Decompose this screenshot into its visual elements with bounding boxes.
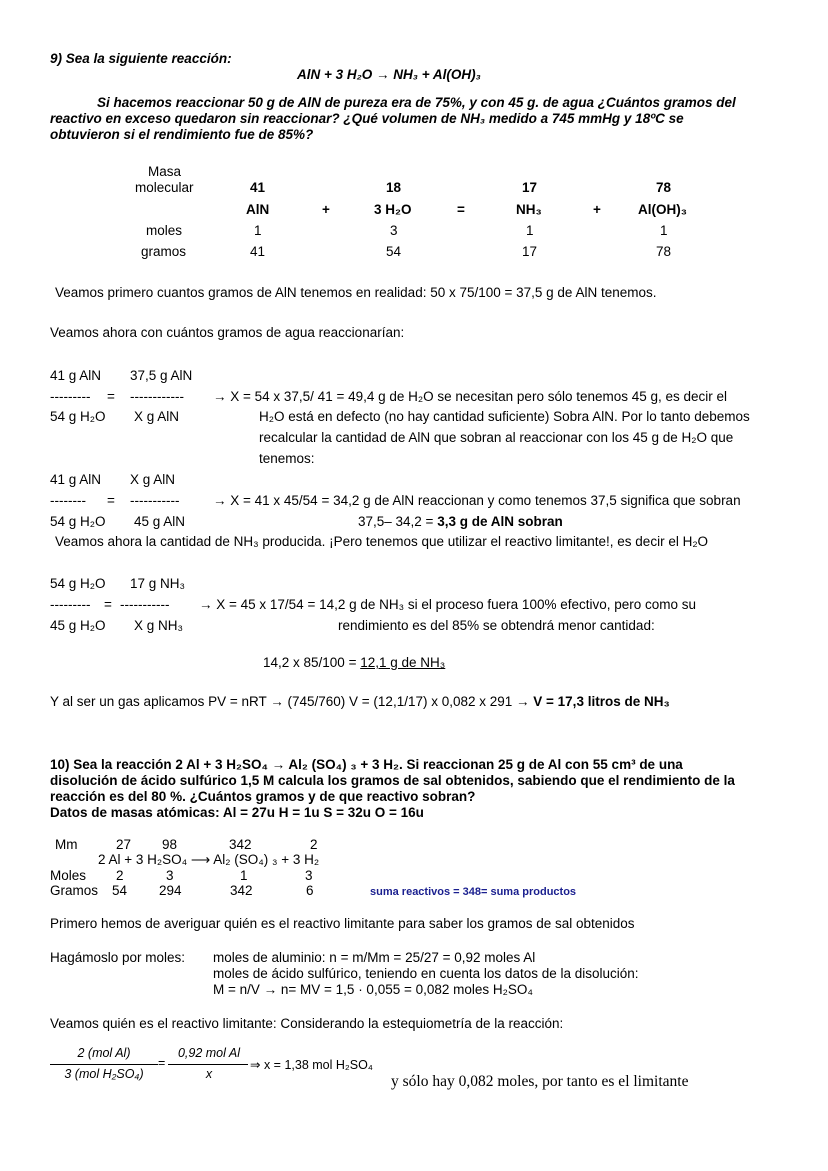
prop3-top-right: 17 g NH₃ [130,576,186,591]
table-label-gramos: gramos [141,244,187,259]
prop2-dash-right: ----------- [130,493,180,508]
op-plus-1: + [322,202,330,217]
problem-9-heading: 9) Sea la siguiente reacción: [50,51,232,66]
problem-10-line-2: disolución de ácido sulfúrico 1,5 M calcula los gramos de sal obtenidos, sabiendo que el rendimiento de la [50,773,735,788]
limit-check-text: Veamos quién es el reactivo limitante: Considerando la estequiometría de la reacción: [50,1016,564,1031]
gas-law-expression: Y al ser un gas aplicamos PV = nRT → (745/760) V = (12,1/17) x 0,082 x 291 → [50,694,534,709]
species-h2o: 3 H₂O [374,202,412,217]
moles-aloh3: 1 [660,223,668,238]
mass-aln: 41 [250,180,266,195]
species-aloh3: Al(OH)₃ [638,202,687,217]
table10-equation: 2 Al + 3 H₂SO₄ ⟶ Al₂ (SO₄) ₃ + 3 H₂ [98,852,320,867]
op-plus-2: + [593,202,601,217]
yield-calc-expression: 14,2 x 85/100 = [263,655,361,670]
moles-aln: 1 [254,223,262,238]
prop3-dash-right: ----------- [120,597,170,612]
moles-method-label: Hagámoslo por moles: [50,950,186,965]
gramos-aloh3: 78 [656,244,672,259]
problem-9-reaction: AlN + 3 H₂O → NH₃ + Al(OH)₃ [297,67,481,82]
gramos-aln: 41 [250,244,266,259]
prop2-result-1: → X = 41 x 45/54 = 34,2 g de AlN reaccionan y como tenemos 37,5 significa que sobran [213,493,741,508]
table10-gramos-salt: 342 [230,883,253,898]
prop1-top-left: 41 g AlN [50,368,102,383]
gramos-nh3: 17 [522,244,538,259]
table10-gramos-h2: 6 [306,883,314,898]
prop2-bottom-right: 45 g AlN [134,514,186,529]
prop3-top-left: 54 g H₂O [50,576,106,591]
yield-calc-result: 12,1 g de NH₃ [360,655,446,670]
table10-moles-h2so4: 3 [166,868,174,883]
table10-moles-salt: 1 [240,868,248,883]
table-label-masa: Masa [148,164,182,179]
prop2-top-right: X g AlN [130,472,176,487]
formula-fraction-bar-1 [50,1064,158,1065]
prop1-top-right: 37,5 g AlN [130,368,193,383]
prop1-bottom-right: X g AlN [134,409,180,424]
prop1-bottom-left: 54 g H₂O [50,409,106,424]
problem-9-statement-1: Si hacemos reaccionar 50 g de AlN de pureza era de 75%, y con 45 g. de agua ¿Cuántos gramos del [97,95,736,110]
prop3-result-2: rendimiento es del 85% se obtendrá menor cantidad: [338,618,655,633]
prop2-dash-left: -------- [50,493,86,508]
formula-conclusion: y sólo hay 0,082 moles, por tanto es el limitante [391,1073,689,1090]
prop1-equals: = [107,389,115,404]
species-aln: AlN [246,202,270,217]
step-3-text: Veamos ahora la cantidad de NH₃ producida. ¡Pero tenemos que utilizar el reactivo limitante!, es decir el H₂O [55,534,709,549]
problem-9-statement-3: obtuvieron si el rendimiento fue de 85%? [50,127,314,142]
table10-mm-label: Mm [55,837,78,852]
mass-h2o: 18 [386,180,402,195]
formula-denominator-1: 3 (mol H₂SO₄) [64,1067,144,1081]
moles-line-1: moles de aluminio: n = m/Mm = 25/27 = 0,92 moles Al [213,950,536,965]
prop1-result-2: H₂O está en defecto (no hay cantidad suficiente) Sobra AlN. Por lo tanto debemos [259,409,750,424]
prop2-result-2-calc: 37,5– 34,2 = [358,514,438,529]
prop3-equals: = [104,597,112,612]
prop3-dash-left: --------- [50,597,91,612]
formula-fraction-bar-2 [168,1064,248,1065]
prop1-dash-right: ------------ [130,389,184,404]
formula-numerator-1: 2 (mol Al) [77,1046,131,1060]
moles-line-2: moles de ácido sulfúrico, teniendo en cuenta los datos de la disolución: [213,966,639,981]
formula-denominator-2: x [205,1067,213,1081]
problem-9-statement-2: reactivo en exceso quedaron sin reaccionar? ¿Qué volumen de NH₃ medido a 745 mmHg y 18ºC se [50,111,684,126]
step-1-text: Veamos primero cuantos gramos de AlN tenemos en realidad: 50 x 75/100 = 37,5 g de AlN tenemos. [55,285,657,300]
table10-moles-h2: 3 [305,868,313,883]
gas-law-line [50,694,670,709]
prop2-bottom-left: 54 g H₂O [50,514,106,529]
formula-result: ⇒ x = 1,38 mol H₂SO₄ [250,1058,373,1072]
yield-calculation [263,655,445,670]
step-2-text: Veamos ahora con cuántos gramos de agua reaccionarían: [50,325,405,340]
prop1-dash-left: --------- [50,389,91,404]
prop1-result-3: recalcular la cantidad de AlN que sobran al reaccionar con los 45 g de H₂O que [259,430,734,445]
table10-mm-h2: 2 [310,837,318,852]
prop1-result-4: tenemos: [259,451,315,466]
moles-line-3: M = n/V → n= MV = 1,5 · 0,055 = 0,082 moles H₂SO₄ [213,982,533,997]
mass-nh3: 17 [522,180,538,195]
table10-mm-al: 27 [116,837,132,852]
moles-h2o: 3 [390,223,398,238]
formula-numerator-2: 0,92 mol Al [177,1046,241,1060]
prop1-result-1: → X = 54 x 37,5/ 41 = 49,4 g de H₂O se necesitan pero sólo tenemos 45 g, es decir el [213,389,728,404]
problem-10-line-3: reacción es del 80 %. ¿Cuántos gramos y de que reactivo sobran? [50,789,476,804]
gramos-h2o: 54 [386,244,402,259]
table10-mm-h2so4: 98 [162,837,178,852]
table10-gramos-al: 54 [112,883,128,898]
moles-nh3: 1 [526,223,534,238]
table10-sum-note: suma reactivos = 348= suma productos [370,886,577,898]
formula-equals: = [158,1056,166,1070]
table10-moles-al: 2 [116,868,124,883]
prop3-bottom-left: 45 g H₂O [50,618,106,633]
table-label-molecular: molecular [135,180,194,195]
problem-10-data: Datos de masas atómicas: Al = 27u H = 1u S = 32u O = 16u [50,805,424,820]
prop3-result-1: → X = 45 x 17/54 = 14,2 g de NH₃ si el proceso fuera 100% efectivo, pero como su [199,597,697,612]
table-label-moles: moles [146,223,183,238]
table10-moles-label: Moles [50,868,87,883]
prop2-result-2 [358,514,563,529]
prop2-top-left: 41 g AlN [50,472,102,487]
prop3-bottom-right: X g NH₃ [134,618,184,633]
table10-gramos-label: Gramos [50,883,99,898]
problem-10-line-1: 10) Sea la reacción 2 Al + 3 H₂SO₄ → Al₂ (SO₄) ₃ + 3 H₂. Si reaccionan 25 g de Al con 55 cm³ de una [50,757,683,772]
table10-mm-salt: 342 [229,837,252,852]
table10-gramos-h2so4: 294 [159,883,182,898]
species-nh3: NH₃ [516,202,542,217]
limit-intro: Primero hemos de averiguar quién es el reactivo limitante para saber los gramos de sal obtenidos [50,916,635,931]
gas-law-result: V = 17,3 litros de NH₃ [533,694,670,709]
prop2-equals: = [107,493,115,508]
prop2-result-2-answer: 3,3 g de AlN sobran [437,514,563,529]
mass-aloh3: 78 [656,180,672,195]
op-equals: = [457,202,465,217]
